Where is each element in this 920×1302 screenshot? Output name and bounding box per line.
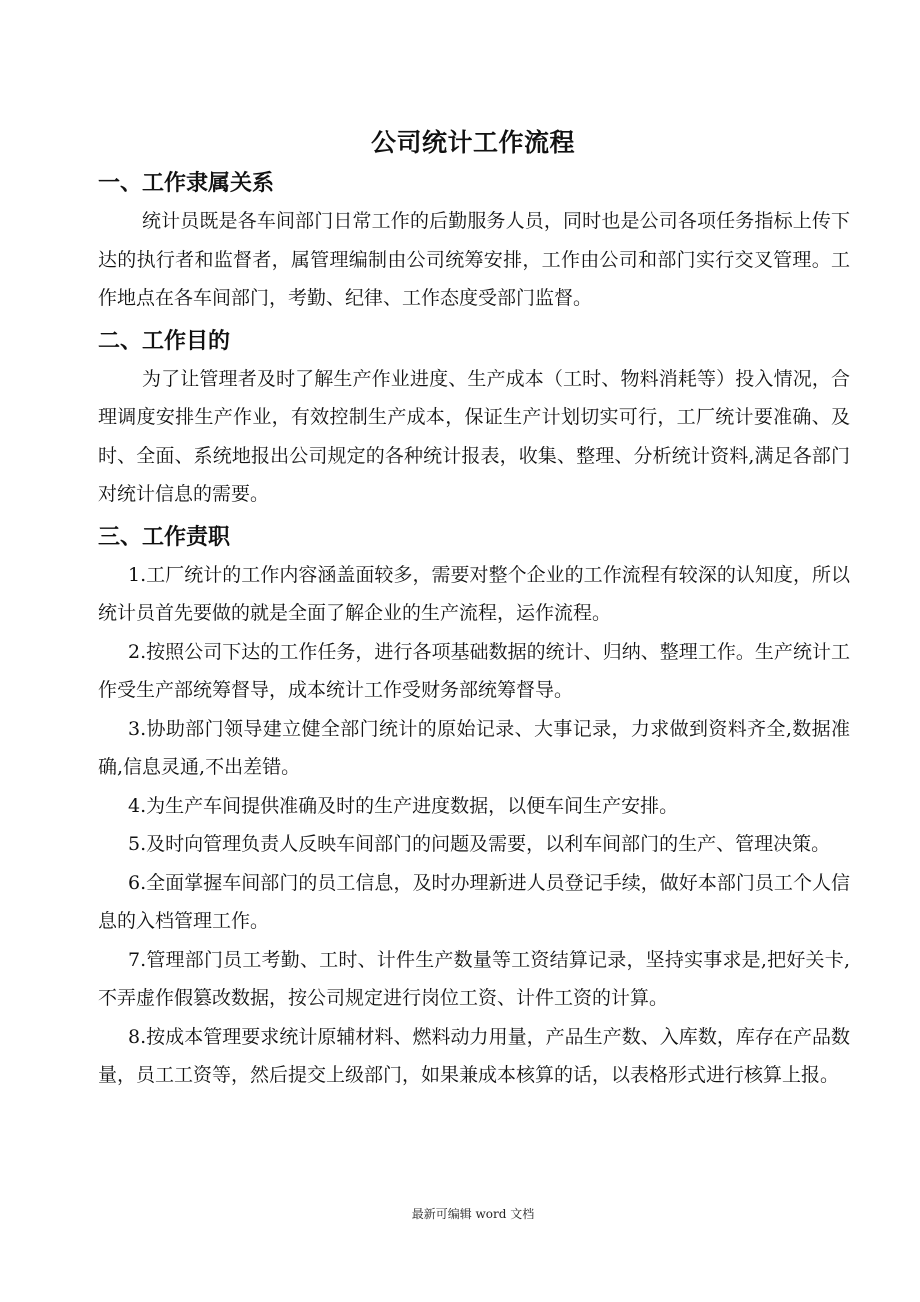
duty-item: 3.协助部门领导建立健全部门统计的原始记录、大事记录，力求做到资料齐全,数据准确,信息灵通,不出差错。 — [98, 717, 850, 778]
section-text-purpose: 为了让管理者及时了解生产作业进度、生产成本（工时、物料消耗等）投入情况，合理调度安排生产作业，有效控制生产成本，保证生产计划切实可行，工厂统计要准确、及时、全面、系统地报出公司规定的各种统计报表，收集、整理、分析统计资料,满足各部门对统计信息的需要。 — [98, 367, 850, 505]
duty-item: 2.按照公司下达的工作任务，进行各项基础数据的统计、归纳、整理工作。生产统计工作受生产部统筹督导，成本统计工作受财务部统筹督导。 — [98, 640, 850, 701]
page-footer: 最新可编辑 word 文档 — [411, 1207, 535, 1221]
duty-item: 4.为生产车间提供准确及时的生产进度数据，以便车间生产安排。 — [128, 794, 679, 817]
duty-item: 6.全面掌握车间部门的员工信息，及时办理新进人员登记手续，做好本部门员工个人信息的入档管理工作。 — [98, 871, 850, 932]
duty-item: 1.工厂统计的工作内容涵盖面较多，需要对整个企业的工作流程有较深的认知度，所以统计员首先要做的就是全面了解企业的生产流程，运作流程。 — [98, 563, 850, 624]
section-text-affiliation: 统计员既是各车间部门日常工作的后勤服务人员，同时也是公司各项任务指标上传下达的执行者和监督者，属管理编制由公司统筹安排，工作由公司和部门实行交叉管理。工作地点在各车间部门，考勤、纪律、工作态度受部门监督。 — [98, 210, 850, 309]
duty-item: 5.及时向管理负责人反映车间部门的问题及需要，以利车间部门的生产、管理决策。 — [128, 833, 831, 855]
section-heading-purpose: 二、工作目的 — [98, 328, 231, 354]
document-title: 公司统计工作流程 — [370, 128, 575, 157]
section-heading-duties: 三、工作责职 — [98, 524, 231, 550]
duty-item: 7.管理部门员工考勤、工时、计件生产数量等工资结算记录，坚持实事求是,把好关卡,不弄虚作假篡改数据，按公司规定进行岗位工资、计件工资的计算。 — [98, 948, 850, 1009]
duty-item: 8.按成本管理要求统计原辅材料、燃料动力用量，产品生产数、入库数，库存在产品数量，员工工资等，然后提交上级部门，如果兼成本核算的话，以表格形式进行核算上报。 — [98, 1025, 850, 1086]
section-heading-affiliation: 一、工作隶属关系 — [98, 171, 275, 196]
document-body — [98, 166, 850, 1095]
